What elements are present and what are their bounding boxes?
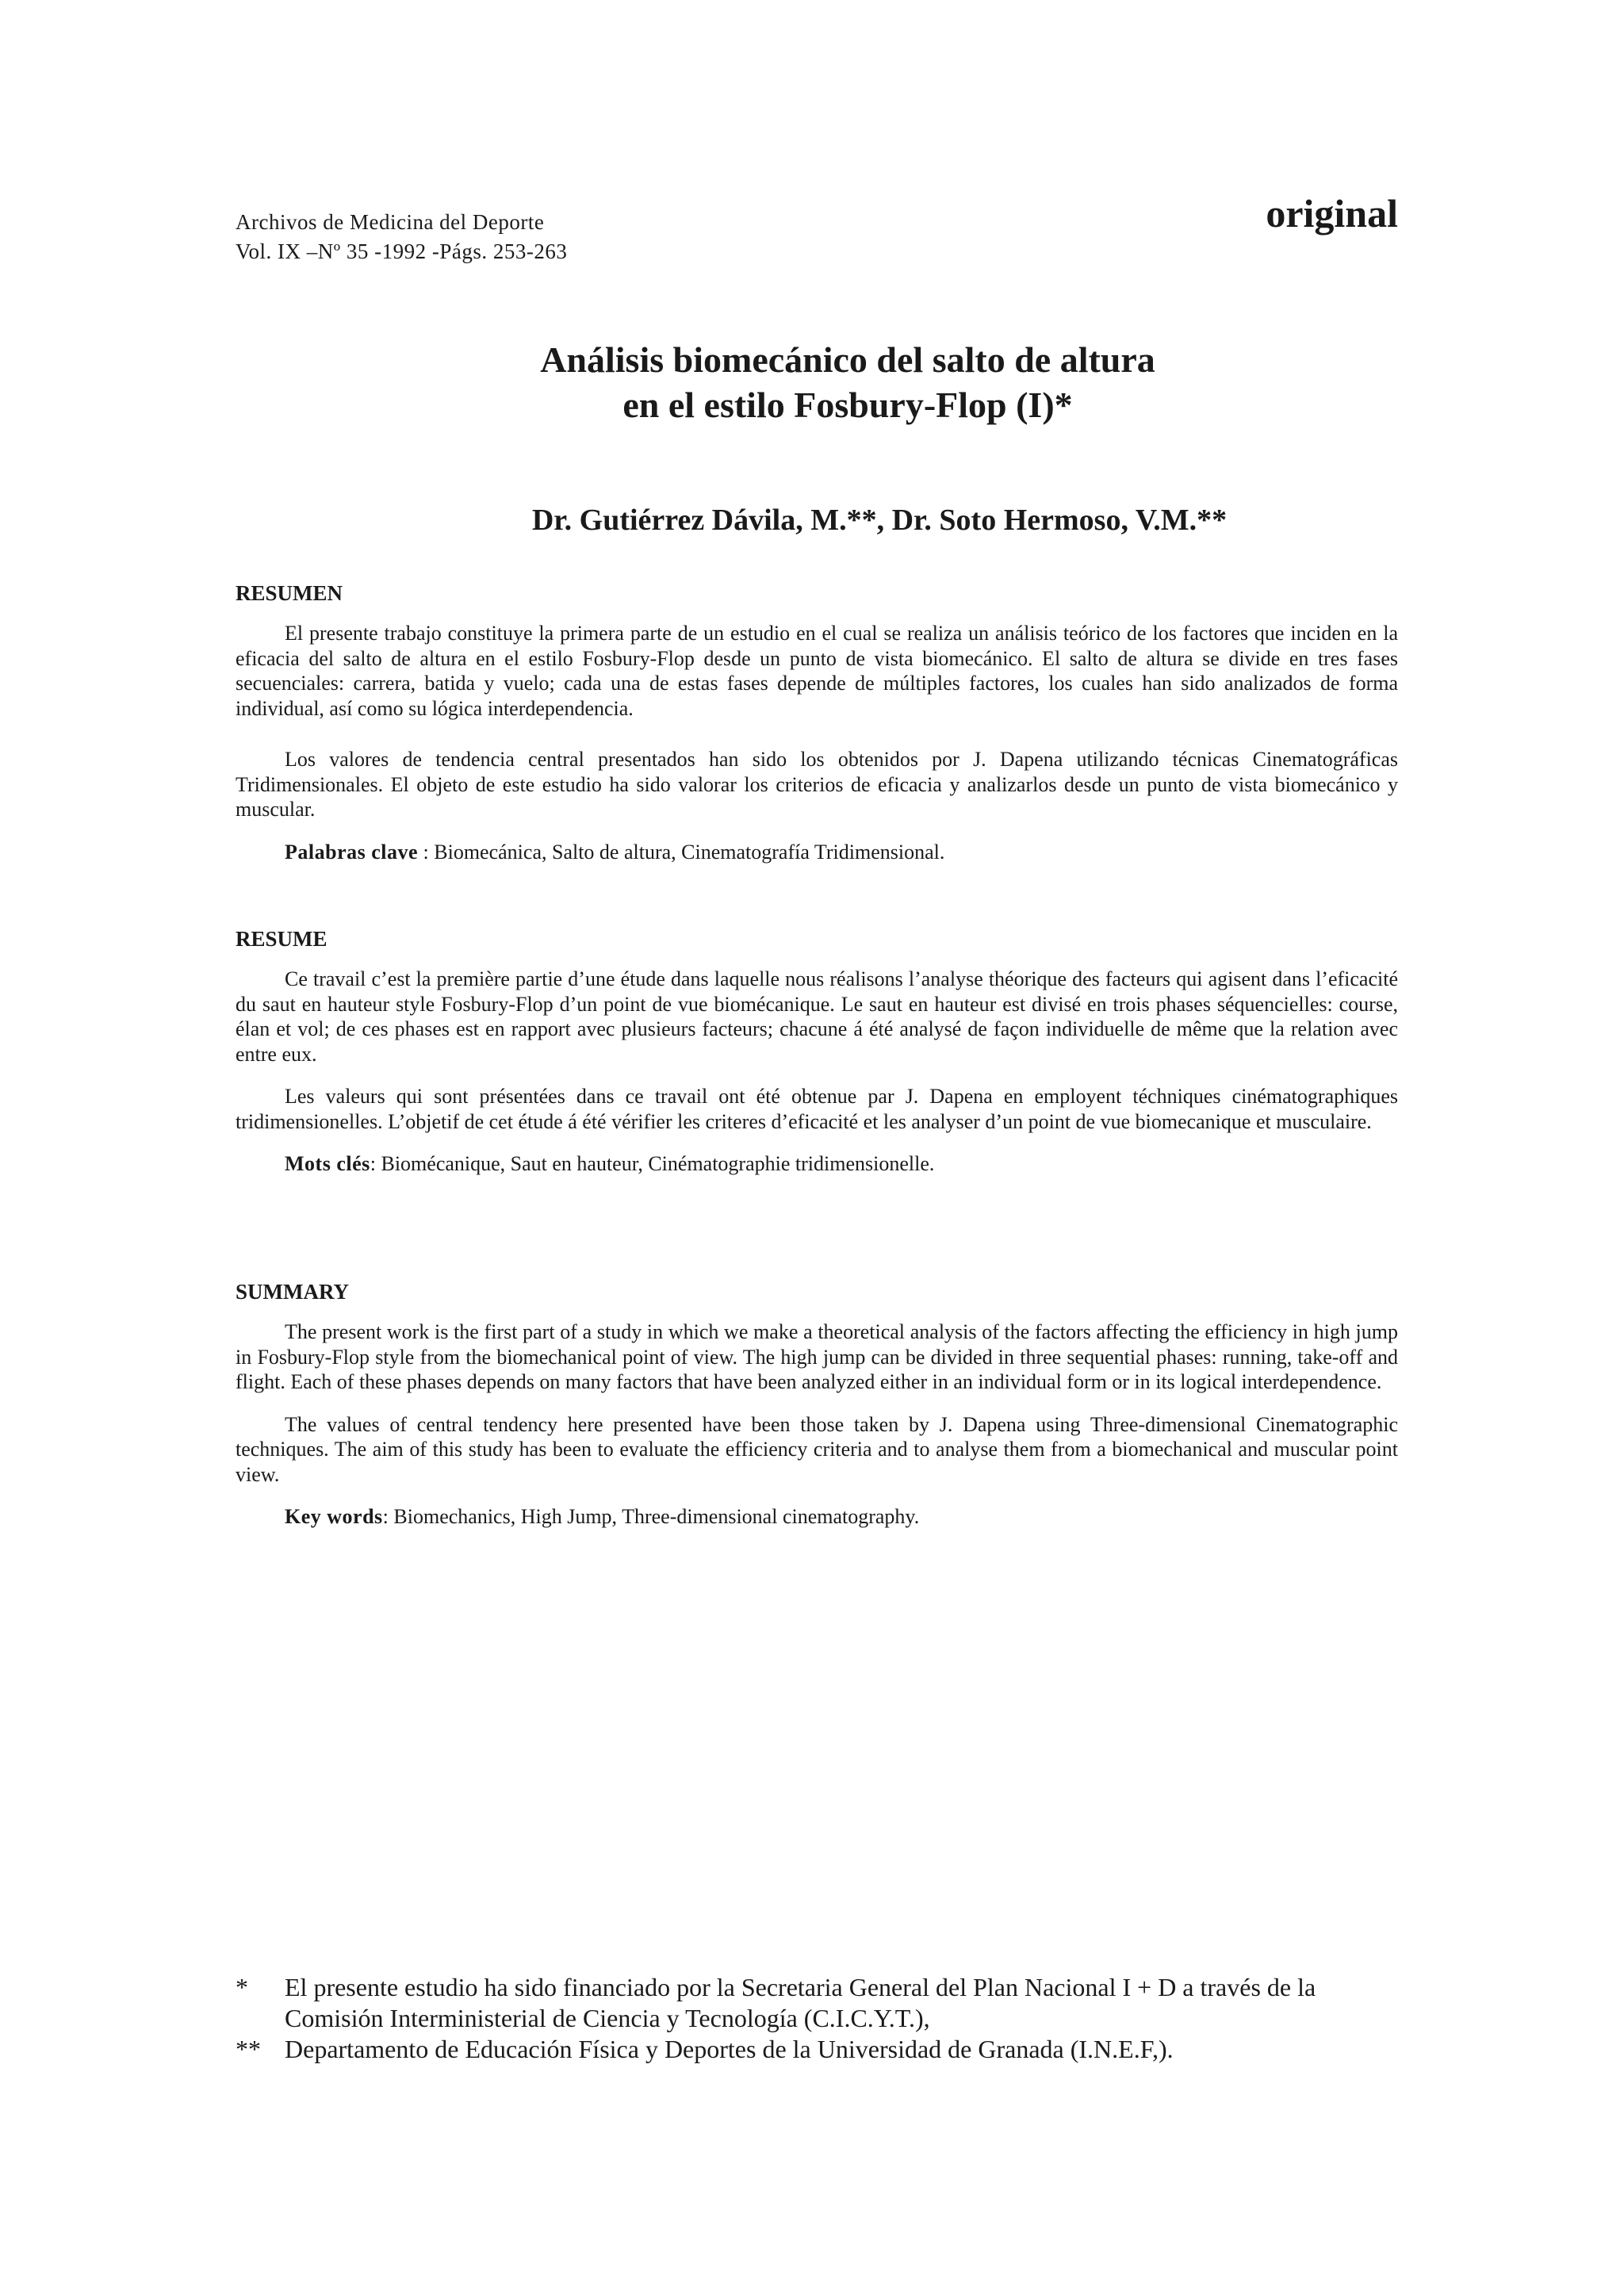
summary-heading: SUMMARY [236, 1280, 350, 1304]
footnote-text: Departamento de Educación Física y Deportes de la Universidad de Granada (I.N.E.F,). [285, 2035, 1174, 2063]
journal-header [236, 208, 567, 266]
journal-volume: Vol. IX –Nº 35 -1992 -Págs. 253-263 [236, 239, 568, 263]
resume-keywords-separator: : [370, 1152, 381, 1175]
title-line-1: Análisis biomecánico del salto de altura [540, 339, 1155, 380]
resume-keywords-label: Mots clés [285, 1152, 370, 1175]
resumen-paragraph-1: El presente trabajo constituye la primera parte de un estudio en el cual se realiza un análisis teórico de los factores que inciden en la eficacia del salto de altura en el estilo Fosbury-Flop desde un punto de vista biomecánico. El salto de altura se divide en tres fases secuenciales: carrera, batida y vuelo; cada una de estas fases depende de múltiples factores, los cuales han sido analizados de forma individual, así como su lógica interdependencia. [236, 622, 1398, 720]
resume-keywords-text: Biomécanique, Saut en hauteur, Cinématographie tridimensionelle. [381, 1152, 935, 1175]
resumen-keywords-separator: : [418, 840, 435, 864]
title-line-2: en el estilo Fosbury-Flop (I)* [622, 385, 1073, 425]
journal-name: Archivos de Medicina del Deporte [236, 210, 545, 234]
summary-keywords-separator: : [382, 1505, 394, 1528]
summary-keywords [236, 1504, 1398, 1530]
footnote-mark: ** [236, 2035, 261, 2063]
summary-paragraph-1: The present work is the first part of a study in which we make a theoretical analysis of the factors affecting the efficiency in high jump in Fosbury-Flop style from the biomechanical point of view. The high jump can be divided in three sequential phases: running, take-off and flight. Each of these phases depends on many factors that have been analyzed either in an individual form or in its logical interdependence. [236, 1320, 1398, 1393]
summary-keywords-text: Biomechanics, High Jump, Three-dimensional cinematography. [393, 1505, 920, 1528]
section-resume [236, 927, 1398, 1177]
paper-title [0, 337, 1624, 427]
footnote-text: El presente estudio ha sido financiado por la Secretaria General del Plan Nacional I + D a través de la Comisión Interministerial de Ciencia y Tecnología (C.I.C.Y.T.), [285, 1973, 1316, 2032]
footnotes [236, 1972, 1398, 2065]
resumen-keywords [236, 840, 1398, 865]
resume-heading: RESUME [236, 927, 327, 951]
section-resumen [236, 581, 1398, 864]
resumen-heading: RESUMEN [236, 581, 343, 605]
resumen-keywords-text: Biomecánica, Salto de altura, Cinematografía Tridimensional. [434, 840, 945, 864]
resume-keywords [236, 1151, 1398, 1177]
resumen-paragraph-2: Los valores de tendencia central presentados han sido los obtenidos por J. Dapena utilizando técnicas Cinematográficas Tridimensionales. El objeto de este estudio ha sido valorar los criterios de eficacia y analizarlos desde un punto de vista biomecánico y muscular. [236, 748, 1398, 821]
authors [0, 503, 1624, 538]
resumen-keywords-label: Palabras clave [285, 840, 419, 864]
section-summary [236, 1280, 1398, 1530]
summary-paragraph-2: The values of central tendency here presented have been those taken by J. Dapena using Three-dimensional Cinematographic techniques. The aim of this study has been to evaluate the efficiency criteria and to analyse them from a biomechanical and muscular point view. [236, 1412, 1398, 1486]
author-list: Dr. Gutiérrez Dávila, M.**, Dr. Soto Hermoso, V.M.** [531, 504, 1228, 537]
resume-paragraph-1: Ce travail c’est la première partie d’une étude dans laquelle nous réalisons l’analyse théorique des facteurs qui agisent dans l’eficacité du saut en hauteur style Fosbury-Flop d’un point de vue biomécanique. Le saut en hauteur est divisé en trois phases séquencielles: course, élan et vol; de ces phases est en rapport avec plusieurs facteurs; chacune á été analysé de façon individuelle de même que la relation avec entre eux. [236, 967, 1398, 1066]
footnote [236, 2034, 1398, 2065]
footnote-mark: * [236, 1973, 248, 2001]
article-type-label: original [1266, 191, 1398, 236]
summary-keywords-label: Key words [285, 1505, 383, 1528]
resume-paragraph-2: Les valeurs qui sont présentées dans ce travail ont été obtenue par J. Dapena en employent téchniques cinématographiques tridimensionelles. L’objetif de cet étude á été vérifier les criteres d’eficacité et les analyser d’un point de vue biomecanique et musculaire. [236, 1085, 1398, 1133]
footnote [236, 1972, 1398, 2034]
